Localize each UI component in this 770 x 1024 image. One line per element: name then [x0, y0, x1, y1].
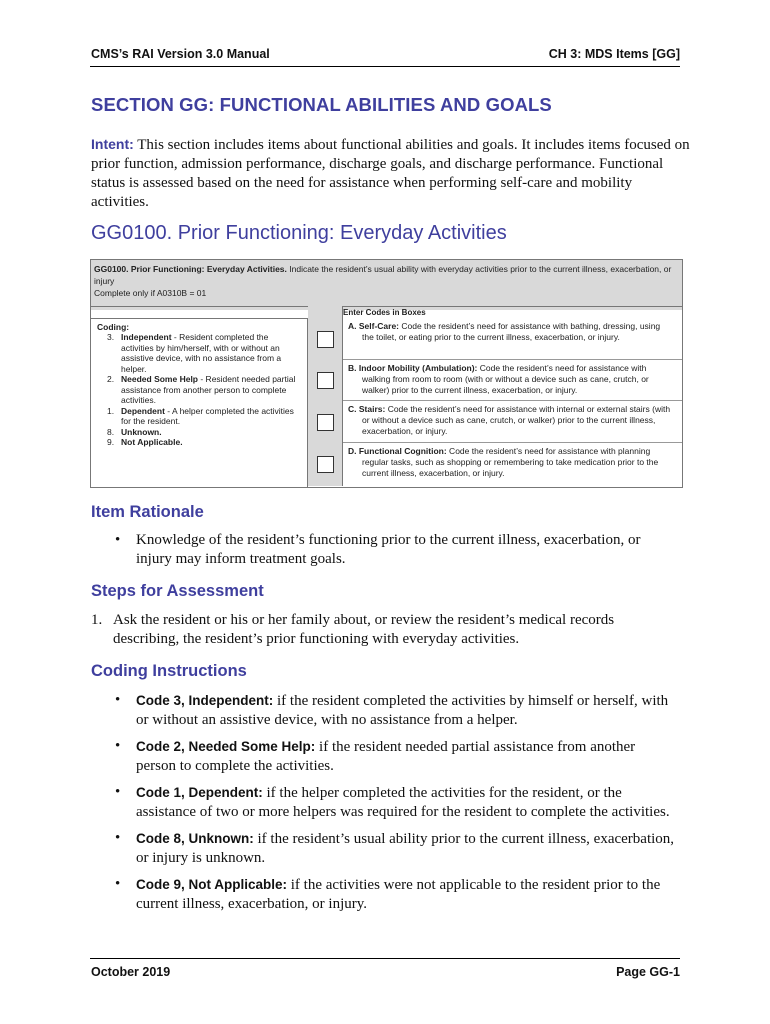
coding-option-desc: - Resident needed partial assistance from another person to complete activities. — [121, 374, 296, 405]
coding-instruction-item — [115, 783, 675, 822]
step-number: 1. — [91, 612, 103, 628]
steps-heading: Steps for Assessment — [91, 582, 264, 600]
coding-option — [107, 406, 303, 427]
coding-option-name: Independent — [121, 332, 172, 342]
form-item-self-care — [343, 318, 682, 359]
coding-option-name: Unknown. — [121, 426, 162, 437]
bullet-dot: • — [115, 738, 121, 754]
form-item-functional-cognition — [343, 442, 682, 486]
coding-instructions-heading: Coding Instructions — [91, 662, 247, 680]
bullet-dot: • — [115, 784, 121, 800]
footer-date: October 2019 — [91, 965, 171, 979]
form-item-text: Code the resident’s need for assistance with planning — [446, 446, 651, 456]
intent-paragraph — [91, 135, 691, 212]
bullet-dot: • — [115, 876, 121, 892]
form-item-text-cont: or without a device such as cane, crutch, or walker) prior to the current illness, exacerbation, or injury. — [362, 415, 656, 436]
form-complete-only: Complete only if A0310B = 01 — [94, 288, 207, 298]
bullet-dot: • — [115, 830, 121, 846]
coding-instruction-text: if the resident’s usual ability prior to the current illness, exacerbation, or injury is unknown. — [136, 831, 675, 866]
intent-label: Intent: — [91, 136, 134, 152]
coding-instruction-keyword: Code 9, Not Applicable: — [136, 877, 288, 892]
coding-instruction-text: if the activities were not applicable to the resident prior to the current illness, exacerbation, or injury. — [136, 877, 661, 912]
form-item-label: D. Functional Cognition: — [348, 446, 447, 456]
header-manual-title: CMS’s RAI Version 3.0 Manual — [91, 47, 270, 61]
coding-option-name: Needed Some Help — [121, 374, 198, 384]
bullet-dot: • — [115, 692, 121, 708]
step-text: Ask the resident or his or her family about, or review the resident’s medical records describing, the resident’s prior functioning with everyday activities. — [113, 612, 615, 647]
form-item-text: Code the resident’s need for assistance with bathing, dressing, using — [399, 321, 661, 331]
step-item — [91, 611, 671, 649]
form-item-text: Code the resident’s need for assistance with internal or external stairs (with — [385, 404, 671, 414]
enter-codes-label: Enter Codes in Boxes — [343, 308, 426, 317]
form-item-text: Code the resident’s need for assistance with — [477, 363, 647, 373]
mds-form-box — [90, 259, 683, 488]
coding-instruction-keyword: Code 8, Unknown: — [136, 831, 254, 846]
coding-option-number: 1. — [107, 405, 115, 416]
coding-instruction-item — [115, 691, 675, 730]
rationale-text: Knowledge of the resident’s functioning prior to the current illness, exacerbation, or injury may inform treatment goals. — [136, 532, 641, 567]
coding-option-name: Not Applicable. — [121, 437, 183, 447]
item-title: GG0100. Prior Functioning: Everyday Activities — [91, 222, 507, 244]
header-chapter: CH 3: MDS Items [GG] — [548, 47, 680, 61]
form-item-label: B. Indoor Mobility (Ambulation): — [348, 363, 478, 373]
code-entry-box-indoor-mobility[interactable] — [317, 372, 334, 389]
code-entry-column — [308, 306, 343, 486]
code-entry-box-stairs[interactable] — [317, 414, 334, 431]
coding-instruction-keyword: Code 1, Dependent: — [136, 785, 263, 800]
coding-option-desc: - A helper completed the activities for the resident. — [121, 405, 294, 426]
coding-label: Coding: — [97, 322, 130, 332]
form-header — [91, 260, 682, 310]
header-rule — [90, 66, 680, 67]
code-entry-box-self-care[interactable] — [317, 331, 334, 348]
coding-option — [107, 374, 303, 406]
form-item-indoor-mobility — [343, 359, 682, 400]
coding-instruction-item — [115, 737, 675, 776]
coding-instruction-text: if the resident completed the activities by himself or herself, with or without an assistive device, with no assistance from a helper. — [136, 693, 669, 728]
coding-legend — [91, 318, 308, 487]
coding-instruction-text: if the resident needed partial assistance from another person to complete the activities. — [136, 739, 636, 774]
coding-option-number: 2. — [107, 374, 115, 384]
rationale-bullet — [115, 531, 675, 569]
form-item-label: C. Stairs: — [348, 404, 386, 414]
coding-instruction-item — [115, 875, 675, 914]
coding-list — [107, 332, 303, 448]
form-item-text-cont: regular tasks, such as shopping or remembering to take medication prior to the current illness, exacerbation, or injury. — [362, 457, 659, 478]
coding-instruction-keyword: Code 3, Independent: — [136, 693, 274, 708]
coding-option — [107, 437, 303, 448]
coding-option — [107, 427, 303, 438]
coding-instruction-item — [115, 829, 675, 868]
form-item-stairs — [343, 400, 682, 442]
bullet-dot: • — [115, 532, 121, 548]
footer-page-number: Page GG-1 — [616, 965, 680, 979]
coding-instruction-keyword: Code 2, Needed Some Help: — [136, 739, 316, 754]
coding-option-desc: - Resident completed the activities by him/herself, with or without an assistive device, with no assistance from a helper. — [121, 332, 282, 374]
code-entry-box-functional-cognition[interactable] — [317, 456, 334, 473]
coding-instruction-text: if the helper completed the activities for the resident, or the assistance of two or more helpers was required for the resident to complete the activities. — [136, 785, 670, 820]
item-rationale-heading: Item Rationale — [91, 503, 204, 521]
form-item-label: A. Self-Care: — [348, 321, 400, 331]
coding-option-number: 8. — [107, 426, 115, 437]
footer-rule — [90, 958, 680, 959]
form-item-text-cont: walking from room to room (with or without a device such as cane, crutch, or walker) prior to the current illness, exacerbation, or injury. — [362, 374, 649, 395]
form-item-text-cont: the toilet, or eating prior to the current illness, exacerbation, or injury. — [362, 332, 620, 342]
section-title: SECTION GG: FUNCTIONAL ABILITIES AND GOALS — [91, 94, 552, 115]
form-header-title: GG0100. Prior Functioning: Everyday Activities. — [94, 264, 287, 274]
intent-text: This section includes items about functional abilities and goals. It includes items focused on prior function, admission performance, discharge goals, and discharge performance. Functional status is assessed based on the need for assistance when performing self-care and mobility activities. — [91, 137, 690, 210]
form-header-instruction: Indicate the resident’s usual ability with everyday activities prior to the current illness, exacerbation, or injury — [94, 264, 672, 286]
coding-option-number: 9. — [107, 437, 115, 447]
coding-option-number: 3. — [107, 332, 115, 342]
coding-option-name: Dependent — [121, 405, 165, 416]
coding-option — [107, 332, 303, 374]
